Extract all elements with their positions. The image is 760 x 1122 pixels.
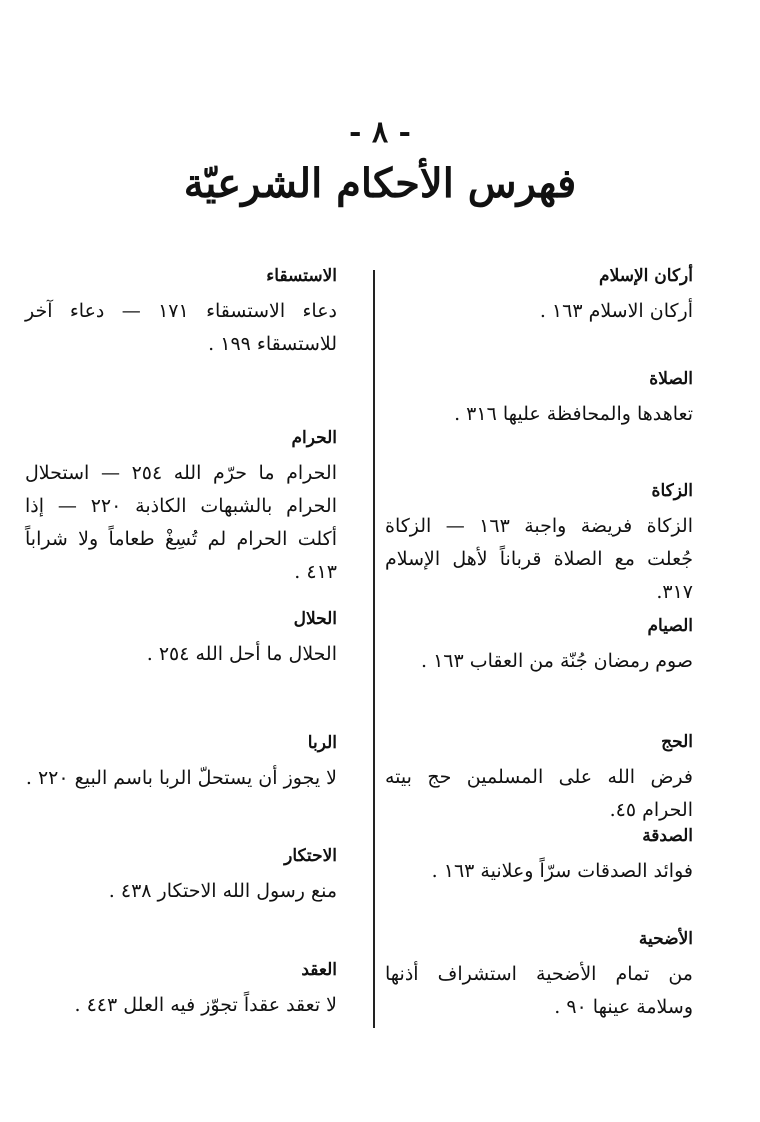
section-ihtikar [25, 842, 337, 908]
section-riba [25, 729, 337, 795]
section-text: الحرام ما حرّم الله ٢٥٤ — استحلال الحرام بالشبهات الكاذبة ٢٢٠ — إذا أكلت الحرام لم تُسِغْ طعاماً ولا شراباً ٤١٣ . [25, 462, 337, 583]
section-halal [25, 605, 337, 671]
section-heading: الزكاة [651, 481, 693, 501]
section-arkan-al-islam [385, 262, 693, 328]
section-text: فوائد الصدقات سرّاً وعلانية ١٦٣ . [431, 860, 693, 882]
section-text: صوم رمضان جُنّة من العقاب ١٦٣ . [420, 650, 693, 672]
column-divider [373, 270, 375, 1028]
section-zakat [385, 477, 693, 609]
section-hajj [385, 728, 693, 827]
section-text: أركان الاسلام ١٦٣ . [539, 300, 693, 322]
section-text: منع رسول الله الاحتكار ٤٣٨ . [108, 880, 337, 902]
section-udhiya [385, 925, 693, 1024]
section-istisqa [25, 262, 337, 361]
section-heading: الحج [661, 732, 693, 752]
section-heading: العقد [301, 960, 337, 980]
section-text: فرض الله على المسلمين حج بيته الحرام ٤٥. [385, 766, 693, 821]
section-text: الزكاة فريضة واجبة ١٦٣ — الزكاة جُعلت مع الصلاة قرباناً لأهل الإسلام ٣١٧. [385, 515, 693, 603]
page-number: - ٨ - [349, 115, 411, 150]
page-title: فهرس الأحكام الشرعيّة [183, 160, 577, 207]
section-text: الحلال ما أحل الله ٢٥٤ . [146, 643, 337, 665]
section-heading: الحرام [291, 428, 337, 448]
section-haram [25, 424, 337, 589]
section-siyam [385, 612, 693, 678]
section-heading: الاستسقاء [266, 266, 337, 286]
section-salat [385, 365, 693, 431]
section-text: لا يجوز أن يستحلّ الربا باسم البيع ٢٢٠ . [25, 767, 337, 789]
section-text: تعاهدها والمحافظة عليها ٣١٦ . [454, 403, 693, 425]
section-heading: الاحتكار [284, 846, 337, 866]
section-heading: الأضحية [638, 929, 693, 949]
section-heading: أركان الإسلام [599, 266, 693, 286]
section-text: دعاء الاستسقاء ١٧١ — دعاء آخر للاستسقاء ١٩٩ . [25, 300, 337, 355]
section-heading: الصدقة [642, 826, 693, 846]
section-heading: الحلال [293, 609, 337, 629]
section-heading: الصيام [647, 616, 693, 636]
section-text: لا تعقد عقداً تجوّز فيه العلل ٤٤٣ . [74, 994, 337, 1016]
section-sadaqa [385, 822, 693, 888]
section-text: من تمام الأضحية استشراف أذنها وسلامة عينها ٩٠ . [385, 963, 693, 1018]
section-aqd [25, 956, 337, 1022]
section-heading: الربا [307, 733, 337, 753]
section-heading: الصلاة [649, 369, 693, 389]
